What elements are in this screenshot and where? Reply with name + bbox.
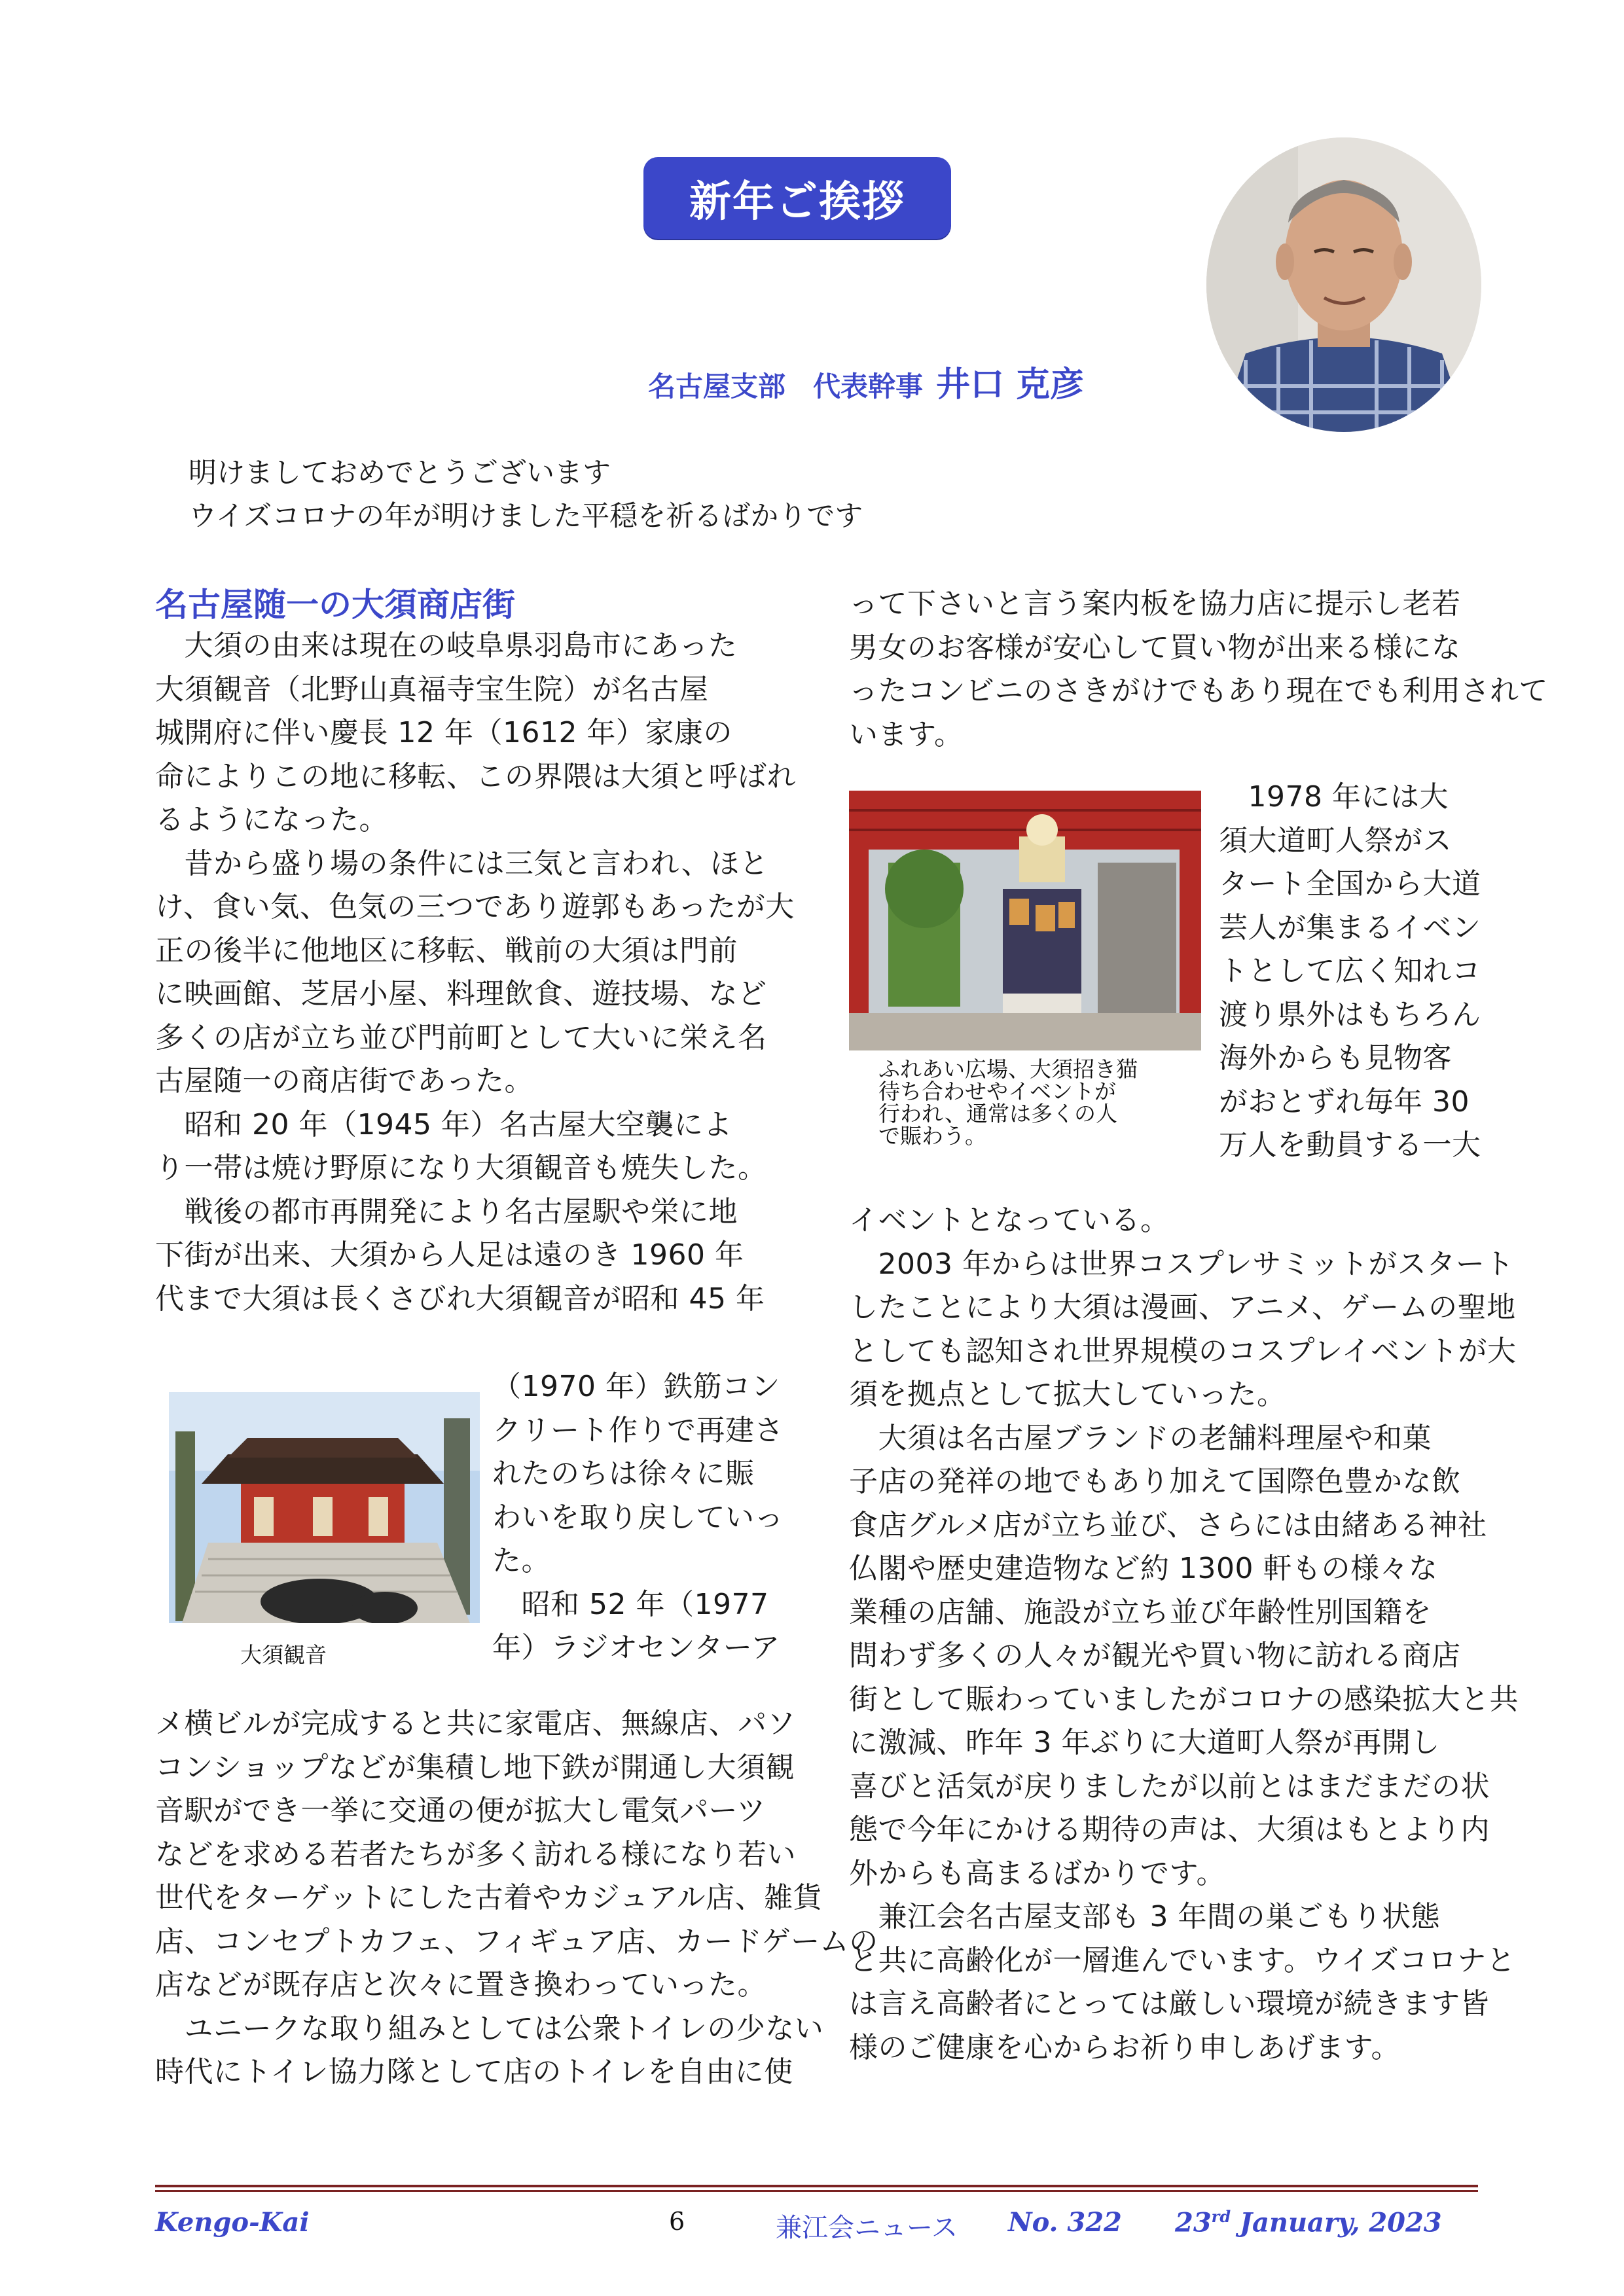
text-line: 音駅ができ一挙に交通の便が拡大し電気パーツ	[155, 1794, 766, 1827]
text-line: り一帯は焼け野原になり大須観音も焼失した。	[155, 1151, 767, 1185]
footer-date-day: 23	[1175, 2207, 1212, 2238]
right-column-top	[849, 583, 1548, 757]
text-line: 大須の由来は現在の岐阜県羽島市にあった	[155, 629, 738, 662]
text-line: 須大道町人祭がス	[1219, 823, 1452, 857]
text-line: 昭和 52 年（1977	[492, 1587, 769, 1621]
caption-line: 行われ、通常は多くの人	[878, 1101, 1117, 1126]
author-portrait	[1206, 137, 1481, 432]
text-line: 世代をターゲットにした古着やカジュアル店、雑貨	[155, 1881, 823, 1914]
text-line: トとして広く知れコ	[1219, 954, 1481, 988]
text-line: 年）ラジオセンターア	[492, 1631, 780, 1664]
text-line: に映画館、芝居小屋、料理飲食、遊技場、など	[155, 977, 767, 1011]
text-line: 店、コンセプトカフェ、フィギュア店、カードゲームの	[155, 1924, 878, 1958]
text-line: 食店グルメ店が立ち並び、さらには由緒ある神社	[849, 1508, 1487, 1542]
text-line: 様のご健康を心からお祈り申しあげます。	[849, 2030, 1400, 2064]
text-line: れたのちは徐々に賑	[492, 1457, 755, 1490]
text-line: 態で今年にかける期待の声は、大須はもとより内	[849, 1813, 1490, 1846]
text-line: 城開府に伴い慶長 12 年（1612 年）家康の	[155, 716, 732, 749]
caption-line: で賑わう。	[878, 1123, 986, 1149]
text-line: 大須観音（北野山真福寺宝生院）が名古屋	[155, 672, 709, 706]
footer-newsletter: 兼江会ニュース	[776, 2213, 958, 2243]
text-line: ったコンビニのさきがけでもあり現在でも利用されて	[849, 674, 1548, 708]
right-column-bottom	[849, 1199, 1519, 2070]
text-line: け、食い気、色気の三つであり遊郭もあったが大	[155, 890, 795, 924]
footer-org: Kengo-Kai	[155, 2207, 310, 2238]
text-line: います。	[849, 717, 964, 751]
left-column-beside-photo	[492, 1365, 784, 1670]
footer-rule	[155, 2185, 1478, 2187]
text-line: 街として賑わっていましたがコロナの感染拡大と共	[849, 1682, 1519, 1716]
text-line: 仏閣や歴史建造物など約 1300 軒もの様々な	[849, 1552, 1438, 1585]
text-line: 男女のお客様が安心して買い物が出来る様にな	[849, 630, 1461, 664]
page-number: 6	[669, 2207, 685, 2236]
text-line: 正の後半に他地区に移転、戦前の大須は門前	[155, 933, 738, 967]
text-line: って下さいと言う案内板を協力店に提示し老若	[849, 587, 1461, 620]
article-heading: 名古屋随一の大須商店街	[155, 586, 515, 624]
text-line: 代まで大須は長くさびれ大須観音が昭和 45 年	[155, 1282, 765, 1316]
text-line: 芸人が集まるイベン	[1219, 910, 1481, 944]
footer-rule	[155, 2190, 1478, 2192]
text-line: と共に高齢化が一層進んでいます。ウイズコロナと	[849, 1943, 1516, 1977]
text-line: 戦後の都市再開発により名古屋駅や栄に地	[155, 1194, 738, 1229]
greeting-line: ウイズコロナの年が明けました平穏を祈るばかりです	[189, 500, 863, 533]
text-line: 業種の店舗、施設が立ち並び年齢性別国籍を	[849, 1595, 1432, 1629]
photo2-caption	[878, 1058, 1138, 1147]
text-line: わいを取り戻していっ	[492, 1500, 784, 1534]
text-line: コンショップなどが集積し地下鉄が開通し大須観	[155, 1750, 795, 1784]
text-line: るようになった。	[155, 803, 388, 836]
author-name: 井口 克彦	[936, 365, 1085, 404]
text-line: 時代にトイレ協力隊として店のトイレを自由に使	[155, 2055, 793, 2089]
text-line: た。	[492, 1544, 550, 1577]
greeting-line: 明けましておめでとうございます	[189, 457, 611, 490]
text-line: 2003 年からは世界コスプレサミットがスタート	[849, 1247, 1514, 1281]
text-line: としても認知され世界規模のコスプレイベントが大	[849, 1334, 1517, 1368]
caption-line: ふれあい広場、大須招き猫	[878, 1056, 1138, 1082]
text-line: メ横ビルが完成すると共に家電店、無線店、パソ	[155, 1707, 796, 1740]
caption-line: 待ち合わせやイベントが	[878, 1079, 1116, 1104]
text-line: などを求める若者たちが多く訪れる様になり若い	[155, 1837, 796, 1871]
page-title: 新年ご挨拶	[643, 157, 951, 239]
text-line: 外からも高まるばかりです。	[849, 1856, 1225, 1890]
text-line: 古屋随一の商店街であった。	[155, 1064, 534, 1098]
text-line: （1970 年）鉄筋コン	[492, 1370, 780, 1403]
text-line: 下街が出来、大須から人足は遠のき 1960 年	[155, 1238, 744, 1272]
text-line: に激減、昨年 3 年ぶりに大道町人祭が再開し	[849, 1726, 1440, 1759]
text-line: 海外からも見物客	[1219, 1041, 1452, 1075]
text-line: 問わず多くの人々が観光や買い物に訪れる商店	[849, 1639, 1461, 1672]
text-line: 喜びと活気が戻りましたが以前とはまだまだの状	[849, 1769, 1490, 1803]
text-line: 万人を動員する一大	[1219, 1128, 1481, 1162]
text-line: 昭和 20 年（1945 年）名古屋大空襲によ	[155, 1107, 732, 1141]
footer-date	[1175, 2207, 1442, 2238]
text-line: は言え高齢者にとっては厳しい環境が続きます皆	[849, 1987, 1490, 2020]
text-line: 命によりこの地に移転、この界隈は大須と呼ばれ	[155, 759, 796, 793]
text-line: したことにより大須は漫画、アニメ、ゲームの聖地	[849, 1291, 1516, 1324]
text-line: 1978 年には大	[1219, 780, 1449, 814]
text-line: 店などが既存店と次々に置き換わっていった。	[155, 1968, 767, 2001]
text-line: 昔から盛り場の条件には三気と言われ、ほと	[155, 846, 769, 880]
text-line: 大須は名古屋ブランドの老舗料理屋や和菓	[849, 1421, 1432, 1455]
text-line: 須を拠点として拡大していった。	[849, 1378, 1286, 1411]
text-line: イベントとなっている。	[849, 1204, 1170, 1237]
text-line: ユニークな取り組みとしては公衆トイレの少ない	[155, 2011, 824, 2045]
greeting	[189, 452, 863, 538]
left-column-bottom	[155, 1702, 878, 2094]
text-line: タート全国から大道	[1219, 867, 1481, 901]
text-line: 多くの店が立ち並び門前町として大いに栄え名	[155, 1020, 767, 1054]
photo1-caption: 大須観音	[240, 1642, 327, 1668]
text-line: 兼江会名古屋支部も 3 年間の巣ごもり状態	[849, 1900, 1440, 1933]
footer-date-suffix: rd	[1211, 2207, 1231, 2226]
fureai-plaza-photo	[849, 791, 1201, 1050]
text-line: 渡り県外はもちろん	[1219, 997, 1481, 1031]
right-column-beside-photo	[1219, 776, 1481, 1168]
osu-kannon-photo	[169, 1392, 480, 1623]
text-line: がおとずれ毎年 30	[1219, 1085, 1470, 1119]
text-line: クリート作りで再建さ	[492, 1413, 784, 1447]
footer-date-rest: January, 2023	[1240, 2207, 1442, 2238]
footer-issue: No. 322	[1008, 2207, 1122, 2238]
text-line: 子店の発祥の地でもあり加えて国際色豊かな飲	[849, 1465, 1461, 1498]
left-column-top	[155, 624, 796, 1321]
author-role: 名古屋支部 代表幹事	[648, 370, 924, 403]
author-line	[648, 357, 1084, 406]
